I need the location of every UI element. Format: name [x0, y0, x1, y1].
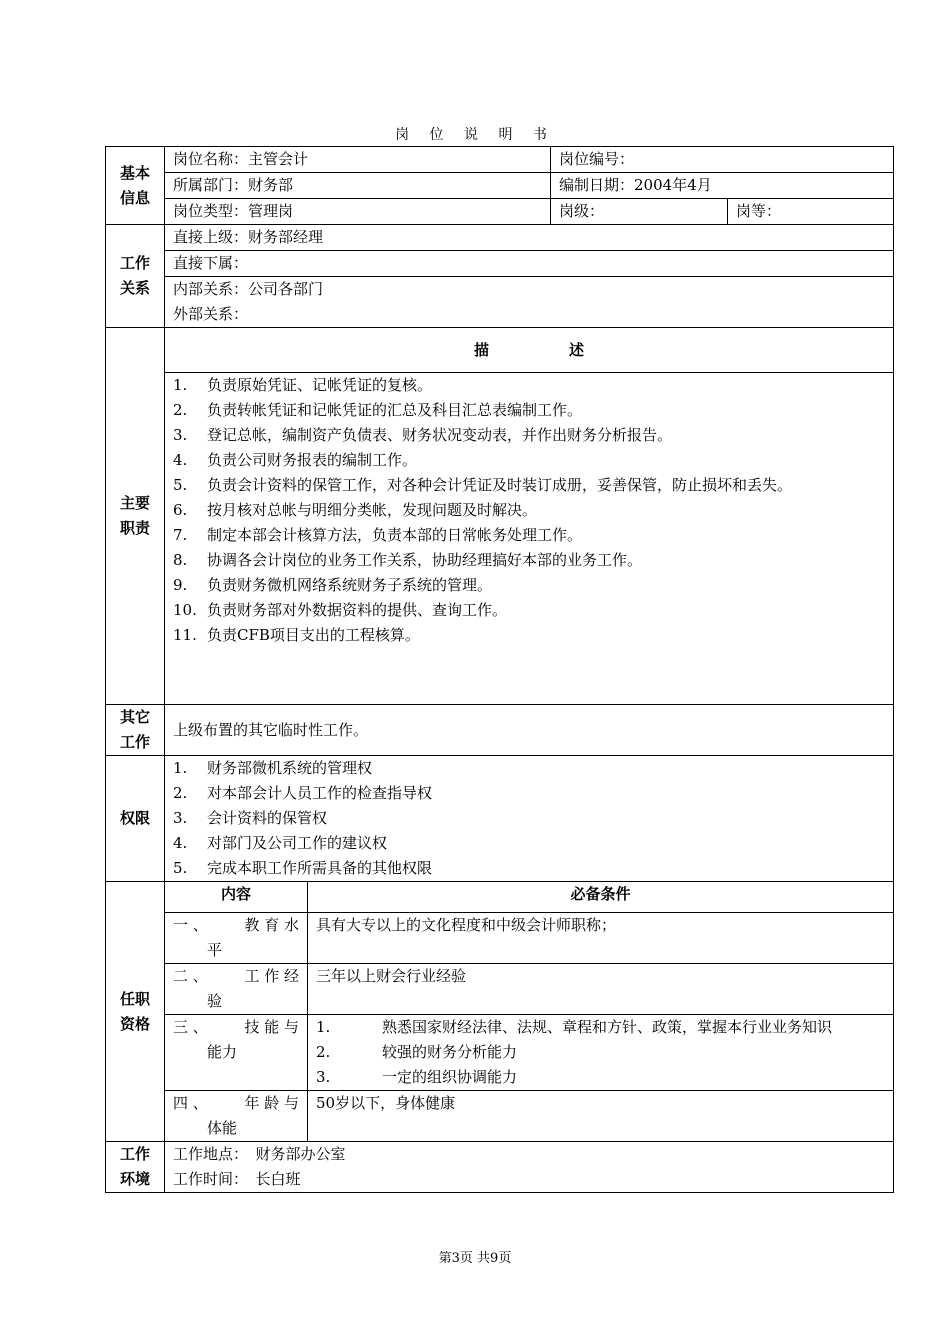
other-work-text: 上级布置的其它临时性工作。: [165, 705, 894, 756]
skills-list: [316, 1015, 885, 1090]
list-item-number: 1.: [173, 759, 188, 777]
list-item-text: 登记总帐，编制资产负债表、财务状况变动表，并作出财务分析报告。: [207, 426, 673, 444]
authority-list-cell: [165, 756, 894, 882]
list-item-text: 协调各会计岗位的业务工作关系，协助经理搞好本部的业务工作。: [207, 551, 643, 569]
list-item-number: 4.: [173, 834, 188, 852]
condition-column-header: 必备条件: [308, 882, 894, 913]
duties-list: [173, 373, 885, 648]
compile-date: 编制日期：2004年4月: [551, 173, 894, 199]
list-item: [173, 831, 885, 856]
description-header: 描 述: [165, 328, 894, 373]
qual-item-label: 一、 教育水 平: [165, 913, 308, 964]
list-item-number: 6.: [173, 501, 188, 519]
list-item-text: 对部门及公司工作的建议权: [207, 834, 388, 852]
list-item-text: 制定本部会计核算方法，负责本部的日常帐务处理工作。: [207, 526, 583, 544]
internal-relations: 内部关系：公司各部门: [173, 280, 324, 298]
list-item-text: 按月核对总帐与明细分类帐，发现问题及时解决。: [207, 501, 538, 519]
content-column-header: 内容: [165, 882, 308, 913]
duties-label: 主要 职责: [106, 328, 165, 705]
list-item-text: 负责原始凭证、记帐凭证的复核。: [207, 376, 433, 394]
list-item: [173, 623, 885, 648]
list-item-number: 4.: [173, 451, 188, 469]
list-item-text: 对本部会计人员工作的检查指导权: [207, 784, 433, 802]
internal-external-relations: [165, 277, 894, 328]
external-relations: 外部关系：: [173, 305, 249, 323]
list-item-text: 负责转帐凭证和记帐凭证的汇总及科目汇总表编制工作。: [207, 401, 583, 419]
list-item: [173, 856, 885, 881]
list-item: [173, 448, 885, 473]
work-location: 工作地点： 财务部办公室: [173, 1145, 346, 1163]
list-item: [173, 423, 885, 448]
position-code: 岗位编号：: [551, 147, 894, 173]
list-item-number: 8.: [173, 551, 188, 569]
department: 所属部门：财务部: [165, 173, 551, 199]
list-item: [173, 498, 885, 523]
list-item: [316, 1040, 885, 1065]
list-item-number: 3.: [173, 809, 188, 827]
qual-item-label: 二、 工作经 验: [165, 964, 308, 1015]
duties-list-cell: [165, 373, 894, 705]
authority-list: [173, 756, 885, 881]
authority-label: 权限: [106, 756, 165, 882]
work-time: 工作时间： 长白班: [173, 1170, 301, 1188]
list-item-text: 一定的组织协调能力: [382, 1068, 518, 1086]
list-item-text: 负责公司财务报表的编制工作。: [207, 451, 418, 469]
position-type: 岗位类型：管理岗: [165, 199, 551, 225]
job-description-table: [105, 146, 894, 1193]
list-item-number: 2.: [173, 401, 188, 419]
list-item-text: 较强的财务分析能力: [382, 1043, 518, 1061]
list-item: [316, 1015, 885, 1040]
list-item: [173, 573, 885, 598]
qualification-label: 任职 资格: [106, 882, 165, 1142]
qual-item-condition: 具有大专以上的文化程度和中级会计师职称；: [308, 913, 894, 964]
skills-list-cell: [308, 1015, 894, 1091]
qual-item-label: 四、 年龄与 体能: [165, 1091, 308, 1142]
list-item: [173, 806, 885, 831]
list-item-number: 2.: [173, 784, 188, 802]
list-item: [173, 523, 885, 548]
rank: 岗等：: [728, 199, 894, 225]
list-item-text: 会计资料的保管权: [207, 809, 328, 827]
qual-item-condition: 50岁以下，身体健康: [308, 1091, 894, 1142]
list-item: [173, 398, 885, 423]
list-item: [173, 598, 885, 623]
grade: 岗级：: [551, 199, 728, 225]
list-item: [173, 548, 885, 573]
list-item-number: 3.: [316, 1068, 331, 1086]
list-item-number: 11.: [173, 626, 197, 644]
document-title: 岗 位 说 明 书: [395, 127, 555, 143]
list-item: [316, 1065, 885, 1090]
list-item-text: 负责财务部对外数据资料的提供、查询工作。: [207, 601, 508, 619]
list-item: [173, 373, 885, 398]
list-item-number: 3.: [173, 426, 188, 444]
list-item-text: 熟悉国家财经法律、法规、章程和方针、政策，掌握本行业业务知识: [382, 1018, 833, 1036]
environment-label: 工作 环境: [106, 1142, 165, 1193]
list-item: [173, 473, 885, 498]
direct-subordinate: 直接下属：: [165, 251, 894, 277]
direct-superior: 直接上级：财务部经理: [165, 225, 894, 251]
list-item-text: 财务部微机系统的管理权: [207, 759, 373, 777]
environment-cell: [165, 1142, 894, 1193]
qual-item-label: 三、 技能与 能力: [165, 1015, 308, 1091]
list-item-text: 负责会计资料的保管工作，对各种会计凭证及时装订成册，妥善保管，防止损坏和丢失。: [207, 476, 793, 494]
list-item-number: 9.: [173, 576, 188, 594]
list-item-number: 1.: [173, 376, 188, 394]
other-work-label: 其它 工作: [106, 705, 165, 756]
position-name: 岗位名称：主管会计: [165, 147, 551, 173]
list-item-text: 负责财务微机网络系统财务子系统的管理。: [207, 576, 493, 594]
list-item-text: 完成本职工作所需具备的其他权限: [207, 859, 433, 877]
list-item: [173, 756, 885, 781]
qual-item-condition: 三年以上财会行业经验: [308, 964, 894, 1015]
page-footer: 第3页 共9页: [438, 1251, 512, 1266]
relations-label: 工作 关系: [106, 225, 165, 328]
list-item-number: 5.: [173, 476, 188, 494]
basic-info-label: 基本 信息: [106, 147, 165, 225]
list-item-number: 2.: [316, 1043, 331, 1061]
list-item-text: 负责CFB项目支出的工程核算。: [207, 626, 420, 644]
list-item-number: 5.: [173, 859, 188, 877]
list-item-number: 10.: [173, 601, 197, 619]
list-item: [173, 781, 885, 806]
list-item-number: 7.: [173, 526, 188, 544]
list-item-number: 1.: [316, 1018, 331, 1036]
